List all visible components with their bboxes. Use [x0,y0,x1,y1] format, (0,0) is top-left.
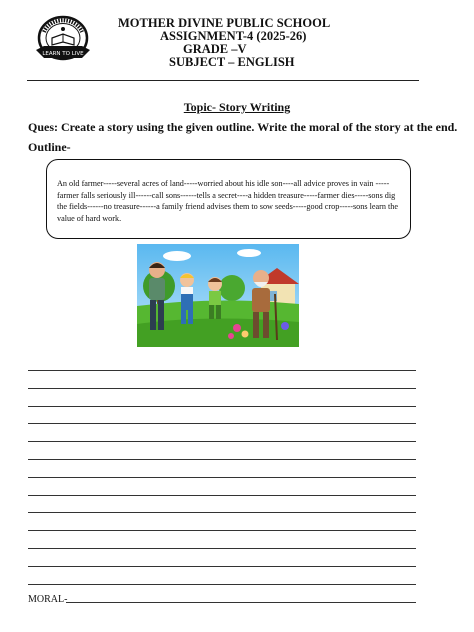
writing-line[interactable] [28,406,416,407]
writing-line[interactable] [28,388,416,389]
writing-line[interactable] [28,512,416,513]
writing-line[interactable] [28,423,416,424]
writing-line[interactable] [28,459,416,460]
topic-heading: Topic- Story Writing [183,100,291,114]
moral-label: MORAL- [28,594,68,605]
outline-label: Outline- [28,140,71,154]
school-name: MOTHER DIVINE PUBLIC SCHOOL [118,16,331,30]
grade-label: GRADE –V [183,42,247,56]
farmer-family-illustration [137,244,299,347]
writing-line[interactable] [28,495,416,496]
writing-line[interactable] [28,530,416,531]
outline-text: An old farmer-----several acres of land-----worried about his idle son----all advice proves in vain -----farmer falls seriously ill------call sons------tells a secret----a hidden treasure-----farmer dies-----sons dig the fields------no treasure------a family friend advises them to sow seeds-----good crop-----sons learn the value of hard work. [57,179,399,223]
header-divider [27,80,419,81]
writing-line[interactable] [28,441,416,442]
outline-box [46,159,411,239]
moral-answer-line[interactable] [66,602,416,603]
writing-line[interactable] [28,370,416,371]
writing-line[interactable] [28,566,416,567]
writing-line[interactable] [28,584,416,585]
assignment-title: ASSIGNMENT-4 (2025-26) [160,29,307,43]
writing-line[interactable] [28,477,416,478]
logo-banner-text: LEARN TO LIVE [42,51,84,57]
school-logo-icon [30,12,96,68]
question-text: Ques: Create a story using the given outline. Write the moral of the story at the end. [28,120,458,134]
writing-line[interactable] [28,548,416,549]
subject-label: SUBJECT – ENGLISH [169,55,295,69]
